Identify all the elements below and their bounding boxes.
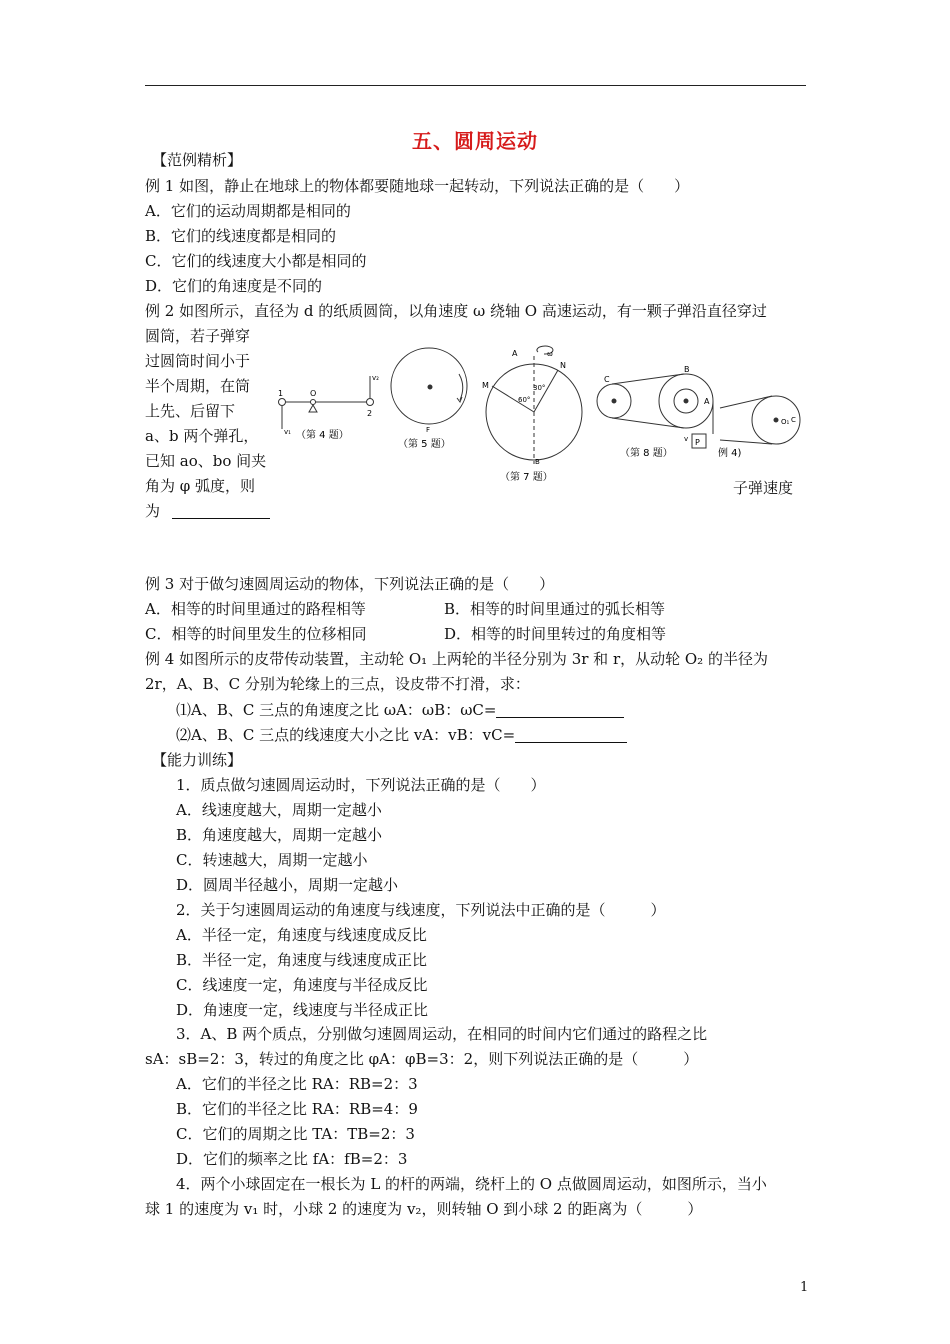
fig5-circle-diagram <box>391 348 467 424</box>
fig7-label-m: M <box>482 381 489 390</box>
fig8-caption: （第 8 题） <box>620 448 673 459</box>
fig7-label-b: B <box>535 458 540 466</box>
q2-option-c: C．线速度一定，角速度与半径成反比 <box>176 976 428 994</box>
q4-line1: 4．两个小球固定在一根长为 L 的杆的两端，绕杆上的 O 点做圆周运动，如图所示，当小 <box>176 1175 767 1193</box>
q3-option-d: D．它们的频率之比 fA：fB=2：3 <box>176 1150 408 1168</box>
q4-line2: 球 1 的速度为 v₁ 时，小球 2 的速度为 v₂，则转轴 O 到小球 2 的距离为（ ） <box>145 1200 703 1218</box>
fig7-label-30: 30° <box>533 384 546 392</box>
ex4-line1: 例 4 如图所示的皮带传动装置，主动轮 O₁ 上两轮的半径分别为 3r 和 r，从动轮 O₂ 的半径为 <box>145 650 768 668</box>
page-number: 1 <box>800 1280 809 1295</box>
fig8-label-p: P <box>695 438 700 447</box>
fig4-label-o: O <box>310 389 317 398</box>
ex3-option-a: A．相等的时间里通过的路程相等 <box>145 600 366 618</box>
fig4-label-v1: v₁ <box>284 428 291 436</box>
answer-blank <box>496 701 624 718</box>
ex2-side-line: 已知 ao、bo 间夹 <box>145 452 267 470</box>
ex4-q1-text: ⑴A、B、C 三点的角速度之比 ωA：ωB：ωC= <box>176 701 497 719</box>
ex2-side-line: 半个周期，在筒 <box>145 377 251 395</box>
ex4-label-o: O₁ <box>781 418 790 426</box>
ex3-option-c: C．相等的时间里发生的位移相同 <box>145 625 367 643</box>
q2-option-a: A．半径一定，角速度与线速度成反比 <box>176 926 427 944</box>
q1-option-b: B．角速度越大，周期一定越小 <box>176 826 383 844</box>
ex3-option-d: D．相等的时间里转过的角度相等 <box>444 625 667 643</box>
fig4-caption: （第 4 题） <box>296 430 349 441</box>
ex4-q1 <box>176 700 624 720</box>
fig4-label-v2: v₂ <box>372 374 379 382</box>
ex3-stem: 例 3 对于做匀速圆周运动的物体，下列说法正确的是（ ） <box>145 575 555 593</box>
fig8-label-v: v <box>684 435 689 443</box>
ex1-option-d: D．它们的角速度是不同的 <box>145 277 323 295</box>
q3-line2: sA：sB=2：3，转过的角度之比 φA：φB=3：2，则下列说法正确的是（ ） <box>145 1050 699 1068</box>
answer-blank <box>172 502 270 519</box>
ex2-side-line: 为 <box>145 502 161 520</box>
q3-option-b: B．它们的半径之比 RA：RB=4：9 <box>176 1100 418 1118</box>
ex2-answer-line <box>145 501 270 521</box>
ex1-option-b: B．它们的线速度都是相同的 <box>145 227 337 245</box>
fig7-circle-diagram <box>486 346 582 464</box>
section-training: 【能力训练】 <box>152 751 243 769</box>
q2-stem: 2．关于匀速圆周运动的角速度与线速度，下列说法中正确的是（ ） <box>176 901 666 919</box>
q1-option-c: C．转速越大，周期一定越小 <box>176 851 368 869</box>
fig7-caption: （第 7 题） <box>500 472 553 483</box>
ex1-option-c: C．它们的线速度大小都是相同的 <box>145 252 367 270</box>
q1-option-d: D．圆周半径越小，周期一定越小 <box>176 876 399 894</box>
fig5-label-f: F <box>426 426 431 434</box>
ex2-side-line: a、b 两个弹孔， <box>145 427 259 445</box>
fig5-caption: （第 5 题） <box>398 439 451 450</box>
ex2-side-line: 角为 φ 弧度，则 <box>145 477 256 495</box>
q3-line1: 3．A、B 两个质点，分别做匀速圆周运动，在相同的时间内它们通过的路程之比 <box>176 1025 708 1043</box>
q2-option-d: D．角速度一定，线速度与半径成正比 <box>176 1001 429 1019</box>
ex2-side-line: 过圆筒时间小于 <box>145 352 251 370</box>
fig4-label-2: 2 <box>367 409 373 418</box>
fig8-label-c: C <box>604 375 610 384</box>
ex1-stem: 例 1 如图，静止在地球上的物体都要随地球一起转动，下列说法正确的是（ ） <box>145 177 690 195</box>
ex2-side-line: 上先、后留下 <box>145 402 236 420</box>
figures-strip <box>274 334 808 484</box>
ex4-line2: 2r，A、B、C 分别为轮缘上的三点，设皮带不打滑，求： <box>145 675 530 693</box>
ex4-q2 <box>176 725 627 745</box>
fig4-rod-diagram <box>279 376 374 429</box>
fig8-belt-diagram <box>597 374 713 448</box>
q3-option-c: C．它们的周期之比 TA：TB=2：3 <box>176 1125 415 1143</box>
page-title: 五、圆周运动 <box>412 129 538 153</box>
answer-blank <box>515 726 627 743</box>
fig8-label-b: B <box>684 365 690 374</box>
ex2-side-line: 圆筒，若子弹穿 <box>145 327 251 345</box>
fig7-label-omega: ω <box>547 350 553 358</box>
q1-option-a: A．线速度越大，周期一定越小 <box>176 801 382 819</box>
ex1-option-a: A．它们的运动周期都是相同的 <box>145 202 351 220</box>
fig8-label-a: A <box>704 397 710 406</box>
ex2-right-text: 子弹速度 <box>733 479 794 497</box>
ex4-label-c: C <box>791 416 796 424</box>
section-examples: 【范例精析】 <box>152 151 243 169</box>
q1-stem: 1．质点做匀速圆周运动时，下列说法正确的是（ ） <box>176 776 546 794</box>
ex4-caption: 例 4) <box>718 448 742 459</box>
ex3-option-b: B．相等的时间里通过的弧长相等 <box>444 600 666 618</box>
header-rule <box>145 85 806 86</box>
fig7-label-60: 60° <box>518 396 531 404</box>
fig7-label-n: N <box>560 361 566 370</box>
fig4-label-1: 1 <box>278 389 284 398</box>
q2-option-b: B．半径一定，角速度与线速度成正比 <box>176 951 428 969</box>
q3-option-a: A．它们的半径之比 RA：RB=2：3 <box>176 1075 418 1093</box>
fig7-label-a: A <box>512 349 518 358</box>
ex4-q2-text: ⑵A、B、C 三点的线速度大小之比 vA：vB：vC= <box>176 726 516 744</box>
ex2-line1: 例 2 如图所示，直径为 d 的纸质圆筒，以角速度 ω 绕轴 O 高速运动，有一颗子弹沿直径穿过 <box>145 302 767 320</box>
